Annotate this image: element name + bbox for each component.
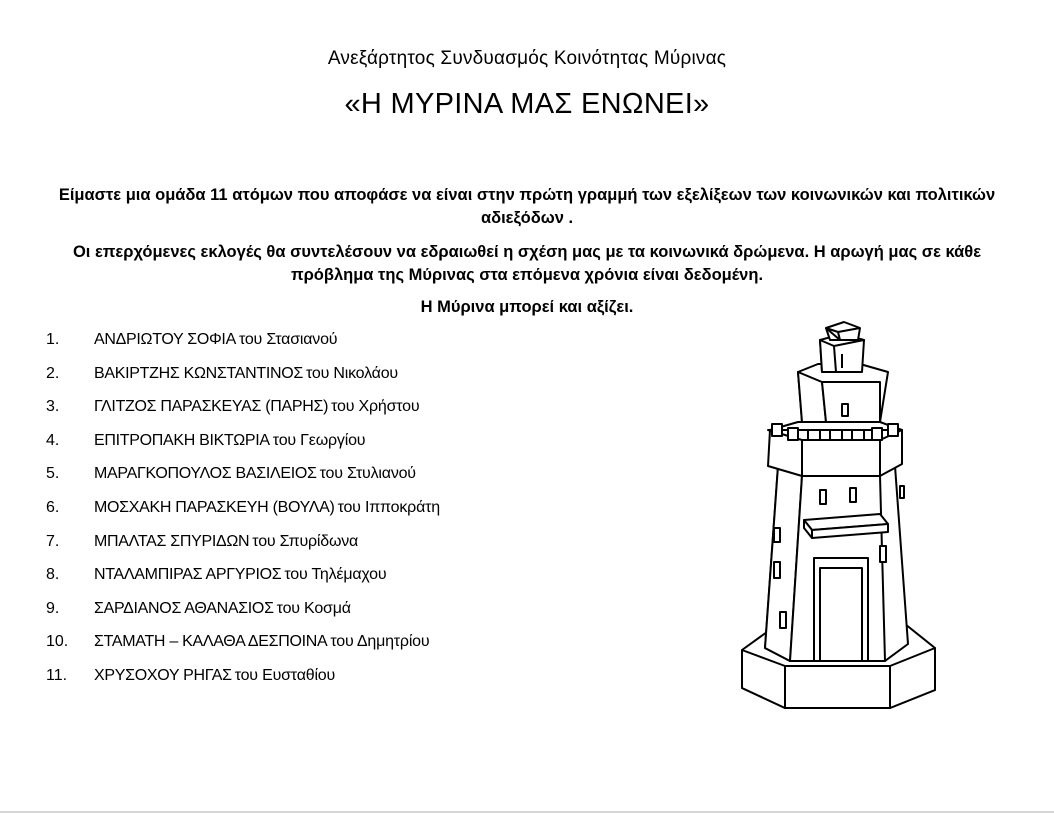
list-item — [46, 633, 440, 667]
organization-name: Ανεξάρτητος Συνδυασμός Κοινότητας Μύρινας — [327, 48, 727, 69]
list-item — [46, 432, 440, 466]
list-item — [46, 566, 440, 600]
intro-text — [30, 184, 1024, 298]
candidate-name: ΜΟΣΧΑΚΗ ΠΑΡΑΣΚΕΥΗ (ΒΟΥΛΑ) — [94, 498, 335, 516]
list-item — [46, 533, 440, 567]
candidate-father: του Σπυρίδωνα — [252, 532, 359, 550]
candidate-number: 1. — [46, 331, 60, 348]
candidate-name: ΧΡΥΣΟΧΟΥ ΡΗΓΑΣ — [94, 666, 232, 684]
candidate-father: του Γεωργίου — [272, 431, 366, 449]
candidate-number: 4. — [46, 431, 60, 449]
candidate-name: ΜΑΡΑΓΚΟΠΟΥΛΟΣ ΒΑΣΙΛΕΙΟΣ — [94, 465, 317, 483]
list-item — [46, 499, 440, 533]
candidate-father: του Στασιανού — [238, 331, 338, 348]
candidate-name: ΒΑΚΙΡΤΖΗΣ ΚΩΝΣΤΑΝΤΙΝΟΣ — [94, 364, 303, 382]
list-item — [46, 667, 440, 701]
candidate-number: 6. — [46, 498, 60, 516]
list-item — [46, 600, 440, 634]
candidate-number: 3. — [46, 398, 60, 416]
candidate-father: του Χρήστου — [331, 398, 420, 416]
candidate-number: 5. — [46, 465, 60, 483]
candidate-father: του Στυλιανού — [319, 465, 416, 483]
candidate-father: του Δημητρίου — [330, 633, 430, 651]
candidate-name: ΣΑΡΔΙΑΝΟΣ ΑΘΑΝΑΣΙΟΣ — [94, 599, 274, 617]
candidate-number: 8. — [46, 566, 60, 584]
tagline: Η Μύρινα μπορεί και αξίζει. — [420, 298, 634, 316]
lighthouse-tower-icon — [730, 318, 950, 710]
candidate-father: του Τηλέμαχου — [284, 566, 387, 584]
list-item — [46, 365, 440, 399]
candidate-number: 2. — [46, 364, 60, 382]
candidate-number: 9. — [46, 599, 60, 617]
candidate-father: του Κοσμά — [276, 599, 351, 617]
candidate-father: του Ευσταθίου — [234, 666, 336, 684]
candidate-name: ΣΤΑΜΑΤΗ – ΚΑΛΑΘΑ ΔΕΣΠΟΙΝΑ — [94, 633, 328, 651]
candidate-name: ΕΠΙΤΡΟΠΑΚΗ ΒΙΚΤΩΡΙΑ — [94, 431, 270, 449]
intro-paragraph-1: Είμαστε μια ομάδα 11 ατόμων που αποφάσε να είναι στην πρώτη γραμμή των εξελίξεων των κοινωνικών και πολιτικών αδιεξόδων . — [58, 186, 996, 227]
intro-paragraph-2: Οι επερχόμενες εκλογές θα συντελέσουν να εδραιωθεί η σχέση μας με τα κοινωνικά δρώμενα. Η αρωγή μας σε κάθε πρόβλημα της Μύρινας στα επόμενα χρόνια είναι δεδομένη. — [72, 243, 982, 284]
list-item — [46, 398, 440, 432]
candidate-list — [46, 331, 440, 701]
candidate-number: 10. — [46, 633, 69, 651]
candidate-name: ΓΛΙΤΖΟΣ ΠΑΡΑΣΚΕΥΑΣ (ΠΑΡΗΣ) — [94, 398, 329, 416]
candidate-name: ΝΤΑΛΑΜΠΙΡΑΣ ΑΡΓΥΡΙΟΣ — [94, 566, 282, 584]
candidate-name: ΑΝΔΡΙΩΤΟΥ ΣΟΦΙΑ — [94, 331, 236, 348]
candidate-father: του Ιπποκράτη — [337, 498, 440, 516]
candidate-name: ΜΠΑΛΤΑΣ ΣΠΥΡΙΔΩΝ — [94, 532, 250, 550]
campaign-slogan: «Η ΜΥΡΙΝΑ ΜΑΣ ΕΝΩΝΕΙ» — [344, 88, 710, 120]
list-item — [46, 331, 440, 365]
page-divider — [0, 811, 1054, 813]
list-item — [46, 465, 440, 499]
candidate-father: του Νικολάου — [305, 364, 398, 382]
candidate-number: 7. — [46, 532, 60, 550]
candidate-number: 11. — [46, 666, 68, 684]
